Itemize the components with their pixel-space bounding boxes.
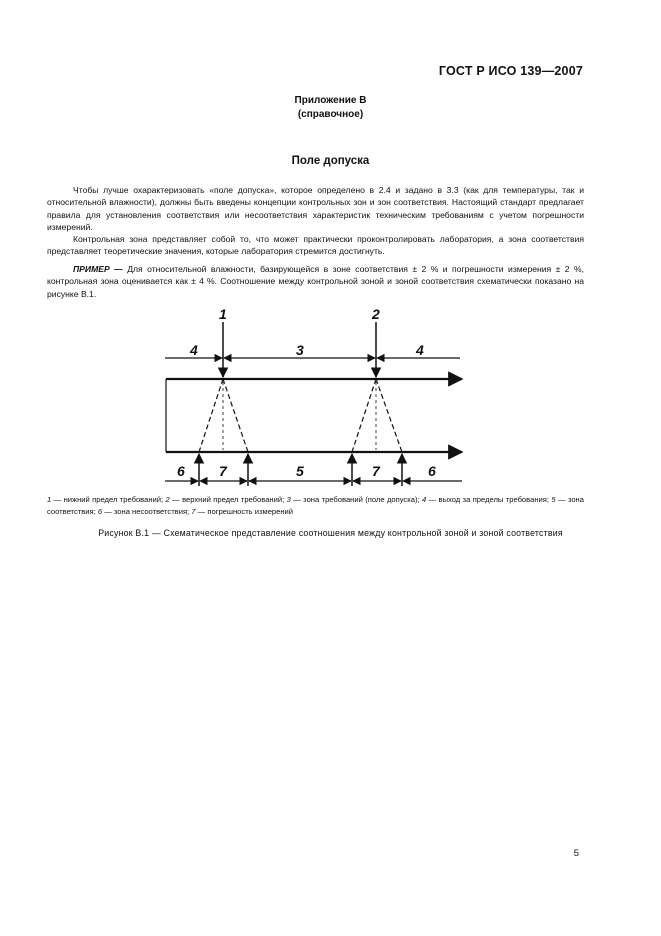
legend-num-2: 2 <box>165 495 170 504</box>
paragraph-control-zone-text: Контрольная зона представляет собой то, что может практически проконтролировать лаборатория, а зона соответствия представляет теоретические значения, которые лаборатория стремится достигнуть. <box>47 234 584 257</box>
page-number: 5 <box>573 848 579 859</box>
legend-text-1: — нижний предел требований; <box>51 495 166 504</box>
cone-left-outer <box>199 379 223 452</box>
zone-label-6-right: 6 <box>428 463 436 479</box>
section-title: Поле допуска <box>291 155 370 167</box>
legend-num-3: 3 <box>286 495 291 504</box>
marker-label-1: 1 <box>219 306 227 322</box>
tolerance-zone-diagram <box>0 300 661 490</box>
cone-right-inner <box>376 379 402 452</box>
zone-label-5: 5 <box>296 463 304 479</box>
paragraph-definition-text: Чтобы лучше охарактеризовать «поле допуска», которое определено в 2.4 и задано в 3.3 (как для температуры, так и относительной влажности), должны быть введены концепции контрольных зон и зон соответствия. Настоящий стандарт предлагает правила для установления соответствия или несоответствия характеристик техническим требованиям с учетом погрешности измерений. <box>47 185 584 233</box>
zone-label-3: 3 <box>296 342 304 358</box>
paragraph-control-zone <box>47 233 584 258</box>
legend-text-7: — погрешность измерений <box>195 507 294 517</box>
legend-text-3: — зона требований (поле допуска); <box>290 495 422 504</box>
paragraph-definition <box>47 184 584 234</box>
legend-text-6: — зона несоответствия; <box>102 507 192 517</box>
example-text: Для относительной влажности, базирующейся в зоне соответствия ± 2 % и погрешности измерения ± 2 %, контрольная зона оценивается как ± 4 %. Соотношение между контрольной зоной и зоной соответствия схематически показано на рисунке В.1. <box>47 264 585 299</box>
zone-label-6-left: 6 <box>177 463 185 479</box>
paragraph-example <box>47 263 584 300</box>
marker-label-2: 2 <box>372 306 380 322</box>
figure-caption: Рисунок В.1 — Схематическое представление соотношения между контрольной зоной и зоной соответствия <box>98 528 563 538</box>
example-lead: ПРИМЕР — <box>73 264 123 274</box>
figure-legend <box>47 494 584 519</box>
zone-label-4-left: 4 <box>190 342 198 358</box>
appendix-heading <box>0 94 661 122</box>
legend-num-1: 1 <box>47 495 52 504</box>
legend-text-2: — верхний предел требований; <box>169 495 287 504</box>
cone-right-outer <box>352 379 376 452</box>
legend-text-5: — зона соответствия; <box>47 495 584 517</box>
zone-label-7-right: 7 <box>372 463 380 479</box>
zone-label-4-right: 4 <box>416 342 424 358</box>
legend-num-4: 4 <box>421 495 427 504</box>
legend-num-6: 6 <box>97 507 103 517</box>
appendix-subtitle: (справочное) <box>297 109 364 120</box>
legend-num-7: 7 <box>191 507 196 517</box>
zone-label-7-left: 7 <box>219 463 227 479</box>
appendix-title: Приложение В <box>294 95 367 106</box>
cone-left-inner <box>223 379 248 452</box>
legend-num-5: 5 <box>551 495 556 504</box>
standard-code-header: ГОСТ Р ИСО 139—2007 <box>438 64 583 78</box>
legend-text-4: — выход за пределы требования; <box>426 495 552 504</box>
